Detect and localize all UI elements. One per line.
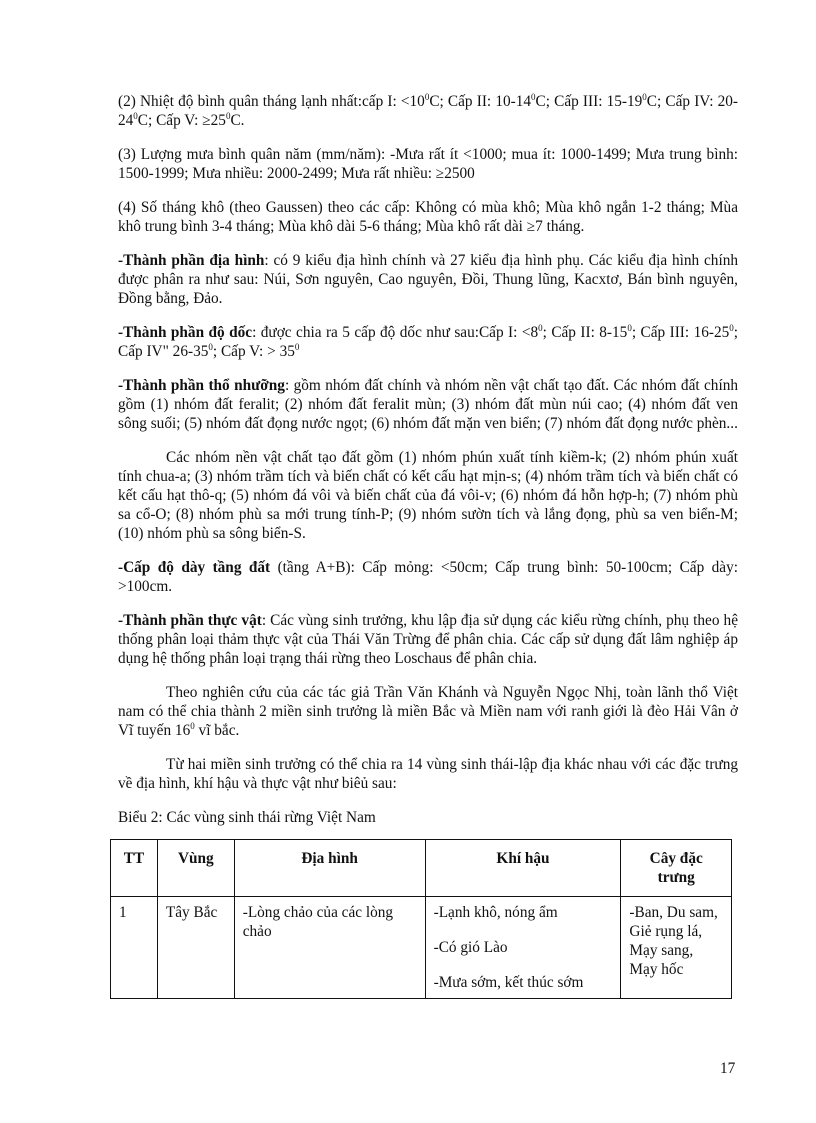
header-khi-hau: Khí hậu xyxy=(425,840,621,897)
paragraph-soil: -Thành phần thổ nhưỡng: gồm nhóm đất chính và nhóm nền vật chất tạo đất. Các nhóm đất chính gồm (1) nhóm đất feralit; (2) nhóm đất feralit mùn; (3) nhóm đất mùn núi cao; (4) nhóm đất ven sông suối; (5) nhóm đất đọng nước ngọt; (6) nhóm đất mặn ven biển; (7) nhóm đất đọng nước phèn... xyxy=(118,377,739,432)
paragraph-parent-material: Các nhóm nền vật chất tạo đất gồm (1) nhóm phún xuất tính kiềm-k; (2) nhóm phún xuất tính chua-a; (3) nhóm trầm tích và biến chất có kết cấu hạt mịn-s; (4) nhóm trầm tích và biến chất có kết cấu hạt thô-q; (5) nhóm đá vôi và biến chất của đá vôi-v; (6) nhóm đá hỗn hợp-h; (7) nhóm phù sa cổ-O; (8) nhóm phù sa mới trung tính-P; (9) nhóm sườn tích và lắng đọng, phù sa ven biển-M; (10) nhóm phù sa sông biển-S. xyxy=(118,449,738,542)
cell-dia-hinh: -Lòng chảo của các lòng chảo xyxy=(234,897,425,999)
ecological-regions-table xyxy=(110,839,732,999)
cell-khi-hau xyxy=(425,897,621,999)
climate-line: -Lạnh khô, nóng ẩm xyxy=(433,904,558,921)
document-page xyxy=(118,92,738,999)
climate-line: -Có gió Lào xyxy=(433,939,508,956)
paragraph-terrain: -Thành phần địa hình: có 9 kiểu địa hình chính và 27 kiểu địa hình phụ. Các kiểu địa hình chính được phân ra như sau: Núi, Sơn nguyên, Cao nguyên, Đồi, Thung lũng, Kacxtơ, Bán bình nguyên, Đồng bằng, Đảo. xyxy=(118,252,738,307)
table-header-row xyxy=(111,840,732,897)
cell-tt: 1 xyxy=(111,897,158,999)
paragraph-dry-months: (4) Số tháng khô (theo Gaussen) theo các cấp: Không có mùa khô; Mùa khô ngắn 1-2 tháng; Mùa khô trung bình 3-4 tháng; Mùa khô dài 5-6 tháng; Mùa khô rất dài ≥7 tháng. xyxy=(118,199,738,235)
paragraph-vegetation: -Thành phần thực vật: Các vùng sinh trưởng, khu lập địa sử dụng các kiểu rừng chính, phụ theo hệ thống phân loại thảm thực vật của Thái Văn Trừng để phân chia. Các cấp sử dụng đất lâm nghiệp áp dụng hệ thống phân loại trạng thái rừng theo Loschaus để phân chia. xyxy=(118,612,738,667)
table-row xyxy=(111,897,732,999)
paragraph-slope: -Thành phần độ dốc: được chia ra 5 cấp độ dốc như sau:Cấp I: $<8^0$; Cấp II: $8-15^0$; Cấp III: $16-25^0$; Cấp IV" $26-35^0$; Cấp V: > $35^0$ xyxy=(118,322,739,360)
cell-cay-dac-trung xyxy=(621,897,732,999)
paragraph-soil-depth: -Cấp độ dày tầng đất (tầng A+B): Cấp mỏng: <50cm; Cấp trung bình: 50-100cm; Cấp dày: >100cm. xyxy=(118,559,738,595)
climate-line: -Mưa sớm, kết thúc sớm xyxy=(433,974,584,991)
header-cay-dac-trung: Cây đặc trưng xyxy=(621,840,732,897)
paragraph-rainfall: (3) Lượng mưa bình quân năm (mm/năm): -Mưa rất ít <1000; mua ít: 1000-1499; Mưa trung bình: 1500-1999; Mưa nhiều: 2000-2499; Mưa rất nhiều: ≥2500 xyxy=(118,146,738,182)
tree-line: Giẻ rụng lá, xyxy=(629,923,703,940)
header-vung: Vùng xyxy=(157,840,234,897)
tree-line: Mạy hốc xyxy=(629,961,684,978)
table-caption: Biểu 2: Các vùng sinh thái rừng Việt Nam xyxy=(118,809,376,826)
header-dia-hinh: Địa hình xyxy=(234,840,425,897)
paragraph-temperature: (2) Nhiệt độ bình quân tháng lạnh nhất:cấp I: $<10^0C$; Cấp II: $10-14^0C$; Cấp III: $15-19^0C$; Cấp IV: $20-24^0C$; Cấp V: $\ge 25^0C$. xyxy=(118,91,738,129)
header-tt: TT xyxy=(111,840,158,897)
tree-line: -Ban, Du sam, xyxy=(629,904,718,921)
paragraph-regions: Từ hai miền sinh trưởng có thể chia ra 14 vùng sinh thái-lập địa khác nhau với các đặc trưng về địa hình, khí hậu và thực vật như biêủ sau: xyxy=(118,756,738,792)
cell-vung: Tây Bắc xyxy=(157,897,234,999)
page-number: 17 xyxy=(720,1060,736,1077)
tree-line: Mạy sang, xyxy=(629,942,694,959)
paragraph-research: Theo nghiên cứu của các tác giả Trần Văn Khánh và Nguyễn Ngọc Nhị, toàn lãnh thổ Việt nam có thể chia thành 2 miền sinh trưởng là miền Bắc và Miền nam với ranh giới là đèo Hải Vân ở Vĩ tuyến $16^0$ vĩ bắc. xyxy=(118,684,738,739)
